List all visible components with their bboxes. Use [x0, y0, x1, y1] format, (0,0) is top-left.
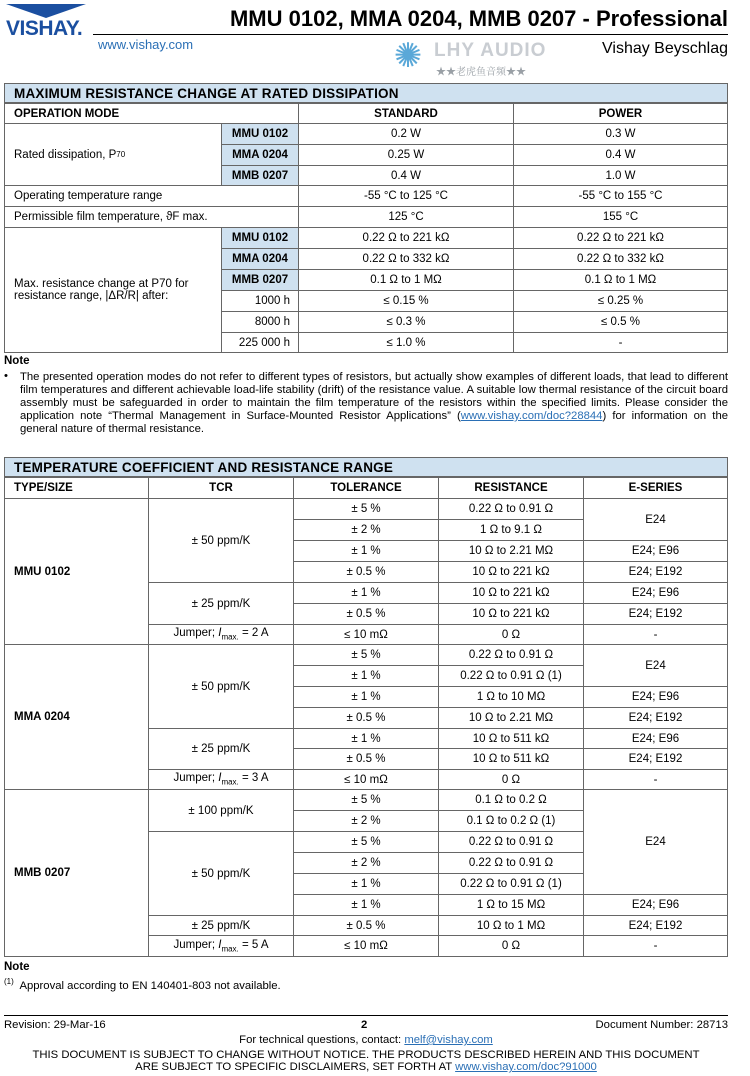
value-cell: ≤ 0.25 % — [513, 290, 728, 312]
tcr-cell: ± 50 ppm/K — [148, 498, 294, 583]
tolerance-cell: ± 1 % — [293, 686, 439, 708]
eseries-cell: E24; E192 — [583, 603, 728, 625]
footer-disclaimer-2: ARE SUBJECT TO SPECIFIC DISCLAIMERS, SET FORTH AT www.vishay.com/doc?91000 — [135, 1061, 597, 1073]
resistance-cell: 0.22 Ω to 0.91 Ω (1) — [438, 665, 584, 687]
hours-cell: 225 000 h — [221, 332, 299, 353]
max-resistance-change-label: Max. resistance change at P70 for resistance range, |ΔR/R| after: — [4, 227, 222, 353]
watermark-subtitle: ★★老虎鱼音频★★ — [436, 67, 526, 78]
logo-triangle-icon — [6, 4, 86, 18]
tolerance-cell: ± 1 % — [293, 582, 439, 604]
eseries-cell: - — [583, 769, 728, 790]
note-text: The presented operation modes do not refer to different types of resistors, but actually show examples of different loads, that lead to different film temperatures and different achievable load-life stability (drift) of the resistance value. A suitable low thermal resistance of the circuit board assembly must be safeguarded in order to maintain the film temperature of the resistors within the specified limits. Please consider the application note “Thermal Management in Surface-Mounted Resistor Applications” (www.vishay.com/doc?28844) for information on the general nature of thermal resistance. — [20, 371, 729, 435]
hours-cell: 1000 h — [221, 290, 299, 312]
resistance-cell: 0.22 Ω to 0.91 Ω — [438, 644, 584, 666]
footer-rule — [4, 1015, 728, 1016]
resistance-cell: 0 Ω — [438, 769, 584, 790]
footer-disclaimer-1: THIS DOCUMENT IS SUBJECT TO CHANGE WITHOUT NOTICE. THE PRODUCTS DESCRIBED HEREIN AND THIS DOCUMENT — [32, 1049, 700, 1061]
value-cell: 125 °C — [298, 206, 514, 228]
value-cell: 0.4 W — [513, 144, 728, 166]
rated-dissipation-label: Rated dissipation, P 70 — [4, 123, 222, 186]
type-cell: MMU 0102 — [4, 498, 149, 645]
op-temp-label: Operating temperature range — [4, 185, 299, 207]
type-cell: MMB 0207 — [221, 165, 299, 186]
eseries-cell: - — [583, 624, 728, 645]
type-cell: MMU 0102 — [221, 227, 299, 249]
tolerance-cell: ± 1 % — [293, 728, 439, 749]
type-cell: MMB 0207 — [221, 269, 299, 291]
table1-header-mode: OPERATION MODE — [4, 103, 299, 124]
resistance-cell: 10 Ω to 1 MΩ — [438, 915, 584, 936]
resistance-cell: 10 Ω to 511 kΩ — [438, 748, 584, 770]
table2-header: E-SERIES — [583, 477, 728, 499]
tolerance-cell: ± 0.5 % — [293, 748, 439, 770]
type-cell: MMA 0204 — [4, 644, 149, 790]
value-cell: 1.0 W — [513, 165, 728, 186]
eseries-cell: E24; E192 — [583, 707, 728, 729]
value-cell: 0.22 Ω to 221 kΩ — [298, 227, 514, 249]
value-cell: 0.1 Ω to 1 MΩ — [513, 269, 728, 291]
tcr-cell: ± 50 ppm/K — [148, 831, 294, 916]
logo-text: VISHAY. — [6, 17, 83, 40]
resistance-cell: 0.22 Ω to 0.91 Ω — [438, 498, 584, 520]
resistance-cell: 0.22 Ω to 0.91 Ω (1) — [438, 873, 584, 895]
resistance-cell: 0.22 Ω to 0.91 Ω — [438, 852, 584, 874]
eseries-cell: E24; E96 — [583, 894, 728, 916]
eseries-cell: E24 — [583, 789, 728, 895]
tolerance-cell: ≤ 10 mΩ — [293, 935, 439, 957]
tolerance-cell: ≤ 10 mΩ — [293, 769, 439, 790]
resistance-cell: 10 Ω to 511 kΩ — [438, 728, 584, 749]
tolerance-cell: ± 0.5 % — [293, 915, 439, 936]
value-cell: 0.22 Ω to 221 kΩ — [513, 227, 728, 249]
watermark-brand: LHY AUDIO — [434, 40, 547, 61]
type-cell: MMU 0102 — [221, 123, 299, 145]
tolerance-cell: ± 5 % — [293, 498, 439, 520]
tcr-cell: ± 100 ppm/K — [148, 789, 294, 832]
value-cell: -55 °C to 125 °C — [298, 185, 514, 207]
tolerance-cell: ± 0.5 % — [293, 707, 439, 729]
eseries-cell: E24; E96 — [583, 540, 728, 562]
note-bullet: • — [4, 370, 8, 382]
table2-title: TEMPERATURE COEFFICIENT AND RESISTANCE RANGE — [4, 457, 728, 477]
page-title: MMU 0102, MMA 0204, MMB 0207 - Professional — [229, 6, 728, 31]
type-cell: MMA 0204 — [221, 248, 299, 270]
tolerance-cell: ± 1 % — [293, 894, 439, 916]
tcr-cell: ± 25 ppm/K — [148, 915, 294, 936]
table2-header: RESISTANCE — [438, 477, 584, 499]
eseries-cell: E24 — [583, 644, 728, 687]
value-cell: ≤ 0.3 % — [298, 311, 514, 333]
footer-document-number: Document Number: 28713 — [595, 1019, 728, 1031]
eseries-cell: E24 — [583, 498, 728, 541]
tolerance-cell: ≤ 10 mΩ — [293, 624, 439, 645]
tolerance-cell: ± 1 % — [293, 540, 439, 562]
resistance-cell: 0.1 Ω to 0.2 Ω (1) — [438, 810, 584, 832]
eseries-cell: E24; E96 — [583, 582, 728, 604]
table1-header-power: POWER — [513, 103, 728, 124]
resistance-cell: 10 Ω to 221 kΩ — [438, 582, 584, 604]
tcr-cell: Jumper; $I_{max.} = 3$ A — [148, 769, 294, 790]
tolerance-cell: ± 0.5 % — [293, 561, 439, 583]
value-cell: 155 °C — [513, 206, 728, 228]
table1-header-standard: STANDARD — [298, 103, 514, 124]
watermark-logo-icon: ✺ — [393, 37, 423, 75]
resistance-cell: 0.22 Ω to 0.91 Ω — [438, 831, 584, 853]
value-cell: 0.22 Ω to 332 kΩ — [298, 248, 514, 270]
vishay-url-link[interactable]: www.vishay.com — [98, 37, 194, 52]
footer-revision: Revision: 29-Mar-16 — [4, 1019, 106, 1031]
value-cell: 0.2 W — [298, 123, 514, 145]
footer-contact: For technical questions, contact: melf@vishay.com — [239, 1034, 493, 1046]
tolerance-cell: ± 2 % — [293, 519, 439, 541]
resistance-cell: 0 Ω — [438, 935, 584, 957]
resistance-cell: 1 Ω to 9.1 Ω — [438, 519, 584, 541]
eseries-cell: - — [583, 935, 728, 957]
value-cell: ≤ 0.15 % — [298, 290, 514, 312]
value-cell: 0.1 Ω to 1 MΩ — [298, 269, 514, 291]
value-cell: ≤ 0.5 % — [513, 311, 728, 333]
value-cell: 0.4 W — [298, 165, 514, 186]
tcr-cell: ± 25 ppm/K — [148, 582, 294, 625]
vishay-logo — [6, 4, 88, 40]
table1-title: MAXIMUM RESISTANCE CHANGE AT RATED DISSIPATION — [4, 83, 728, 103]
resistance-cell: 10 Ω to 221 kΩ — [438, 603, 584, 625]
company-name: Vishay Beyschlag — [602, 40, 728, 57]
contact-email-link[interactable]: melf@vishay.com — [404, 1034, 493, 1046]
type-cell: MMB 0207 — [4, 789, 149, 957]
value-cell: ≤ 1.0 % — [298, 332, 514, 353]
note2-text: $^{(1)}$ Approval according to EN 140401-803 not available. — [4, 977, 281, 992]
thermal-note-link[interactable]: www.vishay.com/doc?28844 — [460, 410, 603, 422]
value-cell: 0.25 W — [298, 144, 514, 166]
tolerance-cell: ± 5 % — [293, 644, 439, 666]
tolerance-cell: ± 2 % — [293, 852, 439, 874]
type-cell: MMA 0204 — [221, 144, 299, 166]
resistance-cell: 0.1 Ω to 0.2 Ω — [438, 789, 584, 811]
resistance-cell: 10 Ω to 221 kΩ — [438, 561, 584, 583]
eseries-cell: E24; E96 — [583, 686, 728, 708]
tolerance-cell: ± 5 % — [293, 831, 439, 853]
tolerance-cell: ± 5 % — [293, 789, 439, 811]
resistance-cell: 1 Ω to 10 MΩ — [438, 686, 584, 708]
value-cell: 0.3 W — [513, 123, 728, 145]
watermark — [388, 38, 558, 78]
table2-header: TOLERANCE — [293, 477, 439, 499]
note-heading: Note — [4, 355, 30, 367]
value-cell: - — [513, 332, 728, 353]
tcr-cell: Jumper; $I_{max.} = 5$ A — [148, 935, 294, 957]
eseries-cell: E24; E96 — [583, 728, 728, 749]
resistance-cell: 10 Ω to 2.21 MΩ — [438, 707, 584, 729]
tolerance-cell: ± 1 % — [293, 665, 439, 687]
eseries-cell: E24; E192 — [583, 748, 728, 770]
table2-header: TCR — [148, 477, 294, 499]
resistance-cell: 1 Ω to 15 MΩ — [438, 894, 584, 916]
tolerance-cell: ± 1 % — [293, 873, 439, 895]
table2-header: TYPE/SIZE — [4, 477, 149, 499]
resistance-cell: 10 Ω to 2.21 MΩ — [438, 540, 584, 562]
film-temp-label: Permissible film temperature, ϑF max. — [4, 206, 299, 228]
tolerance-cell: ± 2 % — [293, 810, 439, 832]
resistance-cell: 0 Ω — [438, 624, 584, 645]
note2-heading: Note — [4, 961, 30, 973]
eseries-cell: E24; E192 — [583, 561, 728, 583]
value-cell: -55 °C to 155 °C — [513, 185, 728, 207]
tcr-cell: ± 50 ppm/K — [148, 644, 294, 729]
disclaimer-link[interactable]: www.vishay.com/doc?91000 — [455, 1061, 597, 1073]
tolerance-cell: ± 0.5 % — [293, 603, 439, 625]
footer-page-number: 2 — [361, 1019, 368, 1031]
hours-cell: 8000 h — [221, 311, 299, 333]
value-cell: 0.22 Ω to 332 kΩ — [513, 248, 728, 270]
header-rule — [93, 34, 728, 35]
eseries-cell: E24; E192 — [583, 915, 728, 936]
tcr-cell: Jumper; $I_{max.} = 2$ A — [148, 624, 294, 645]
tcr-cell: ± 25 ppm/K — [148, 728, 294, 770]
